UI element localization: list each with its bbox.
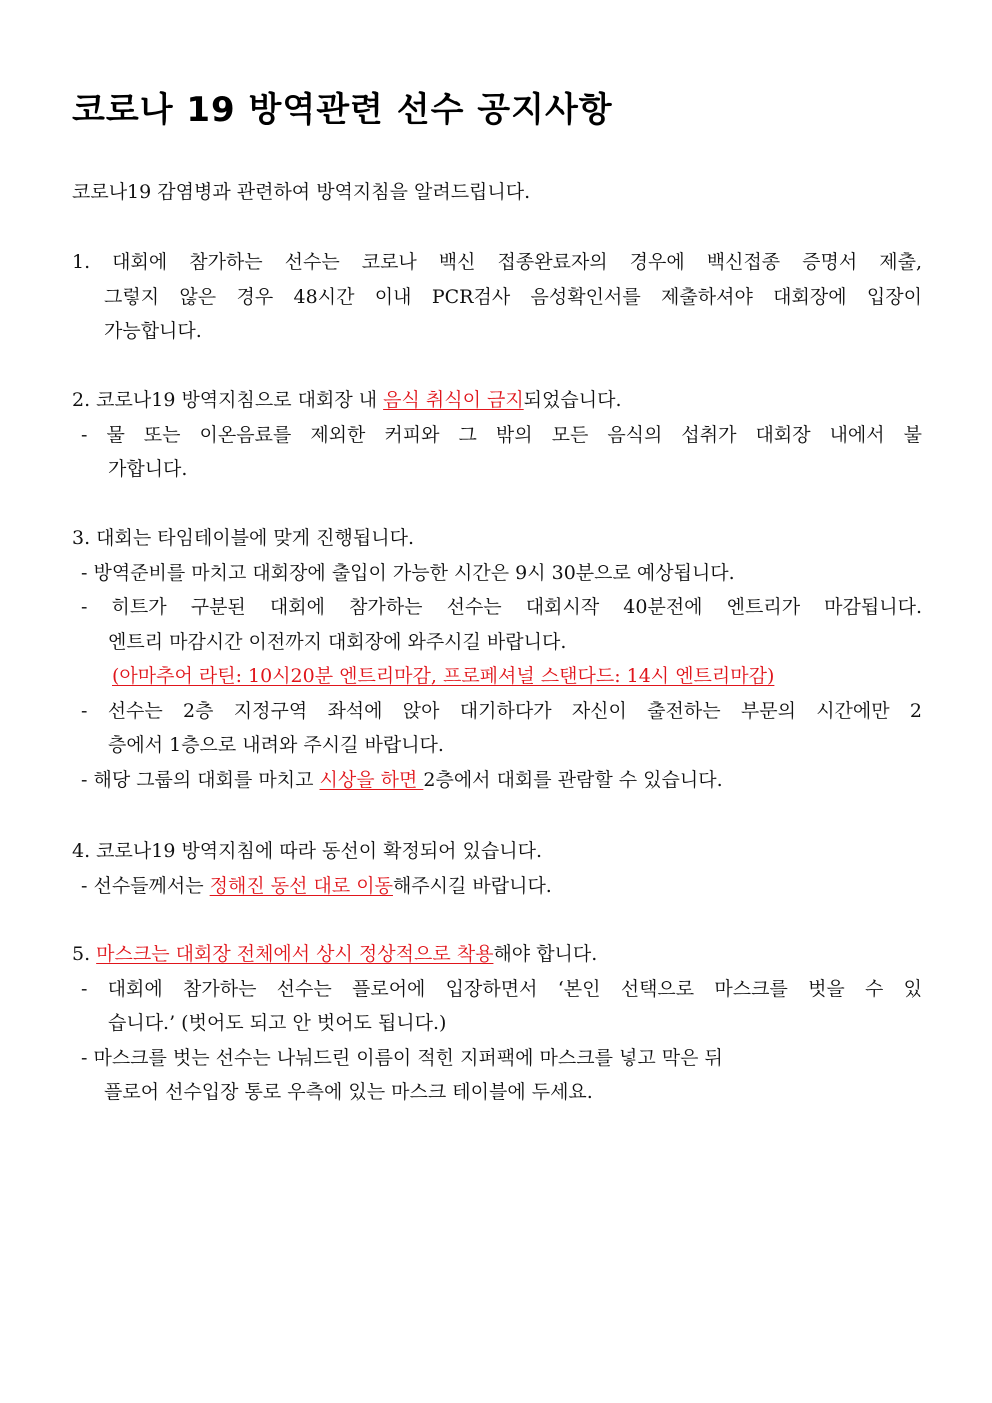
section-5-heading (72, 937, 922, 972)
section-5 (72, 937, 922, 1110)
section-2-heading-text: 2. 코로나19 방역지침으로 대회장 내 (72, 389, 384, 411)
section-3-bullet-2-line-2: 엔트리 마감시간 이전까지 대회장에 와주시길 바랍니다. (108, 630, 567, 653)
section-3-bullet-4-emphasis: 시상을 하면 (319, 768, 424, 791)
section-1 (72, 245, 922, 349)
intro-text: 코로나19 감염병과 관련하여 방역지침을 알려드립니다. (72, 181, 531, 203)
section-4 (72, 834, 922, 903)
section-3-bullet-4-text: - 해당 그룹의 대회를 마치고 (81, 768, 320, 791)
section-1-line-1: 1. 대회에 참가하는 선수는 코로나 백신 접종완료자의 경우에 백신접종 증명서 제출, (72, 251, 922, 273)
section-3 (72, 521, 922, 797)
section-2-heading (72, 383, 922, 418)
section-2-bullet-1-line-1: - 물 또는 이온음료를 제외한 커피와 그 밖의 모든 음식의 섭취가 대회장 내에서 불 (81, 423, 922, 446)
section-2-emphasis: 음식 취식이 금지 (383, 389, 524, 411)
section-3-bullet-1: - 방역준비를 마치고 대회장에 출입이 가능한 시간은 9시 30분으로 예상됩니다. (81, 561, 735, 584)
section-5-bullet-2-line-1: - 마스크를 벗는 선수는 나눠드린 이름이 적힌 지퍼팩에 마스크를 넣고 막은 뒤 (81, 1046, 723, 1069)
section-2-heading-tail: 되었습니다. (523, 389, 622, 411)
section-2 (72, 383, 922, 487)
section-4-emphasis: 정해진 동선 대로 이동 (209, 874, 393, 897)
section-5-heading-tail: 해야 합니다. (493, 943, 598, 965)
section-2-bullet-1-line-2: 가합니다. (108, 458, 188, 480)
section-3-bullet-3-line-2: 층에서 1층으로 내려와 주시길 바랍니다. (108, 734, 444, 756)
section-3-bullet-4-tail: 2층에서 대회를 관람할 수 있습니다. (423, 768, 723, 791)
section-3-bullet-2-line-1: - 히트가 구분된 대회에 참가하는 선수는 대회시작 40분전에 엔트리가 마감됩니다. (81, 596, 922, 618)
section-1-line-2: 그렇지 않은 경우 48시간 이내 PCR검사 음성확인서를 제출하셔야 대회장에 입장이 (104, 285, 922, 308)
section-3-bullet-3-line-1: - 선수는 2층 지정구역 좌석에 앉아 대기하다가 자신이 출전하는 부문의 시간에만 2 (81, 699, 922, 722)
section-3-heading: 3. 대회는 타임테이블에 맞게 진행됩니다. (72, 527, 414, 549)
section-3-bullet-2-note (72, 659, 922, 694)
section-5-bullet-2-line-2: 플로어 선수입장 통로 우측에 있는 마스크 테이블에 두세요. (104, 1081, 593, 1103)
section-4-bullet-1 (72, 869, 922, 904)
section-4-bullet-1-tail: 해주시길 바랍니다. (392, 874, 552, 897)
section-5-bullet-1-line-2: 습니다.’ (벗어도 되고 안 벗어도 됩니다.) (108, 1012, 447, 1034)
section-3-bullet-4 (72, 763, 922, 798)
section-4-heading: 4. 코로나19 방역지침에 따라 동선이 확정되어 있습니다. (72, 840, 543, 862)
section-4-bullet-1-text: - 선수들께서는 (81, 874, 210, 897)
page-title: 코로나 19 방역관련 선수 공지사항 (72, 90, 613, 130)
section-5-bullet-1-line-1: - 대회에 참가하는 선수는 플로어에 입장하면서 ‘본인 선택으로 마스크를 벗을 수 있 (81, 977, 922, 1000)
entry-deadline-note: (아마추어 라틴: 10시20분 엔트리마감, 프로페셔널 스탠다드: 14시 엔트리마감) (112, 665, 775, 687)
section-1-line-3: 가능합니다. (104, 320, 202, 342)
section-5-emphasis: 마스크는 대회장 전체에서 상시 정상적으로 착용 (96, 943, 494, 965)
section-5-heading-number: 5. (72, 943, 97, 965)
